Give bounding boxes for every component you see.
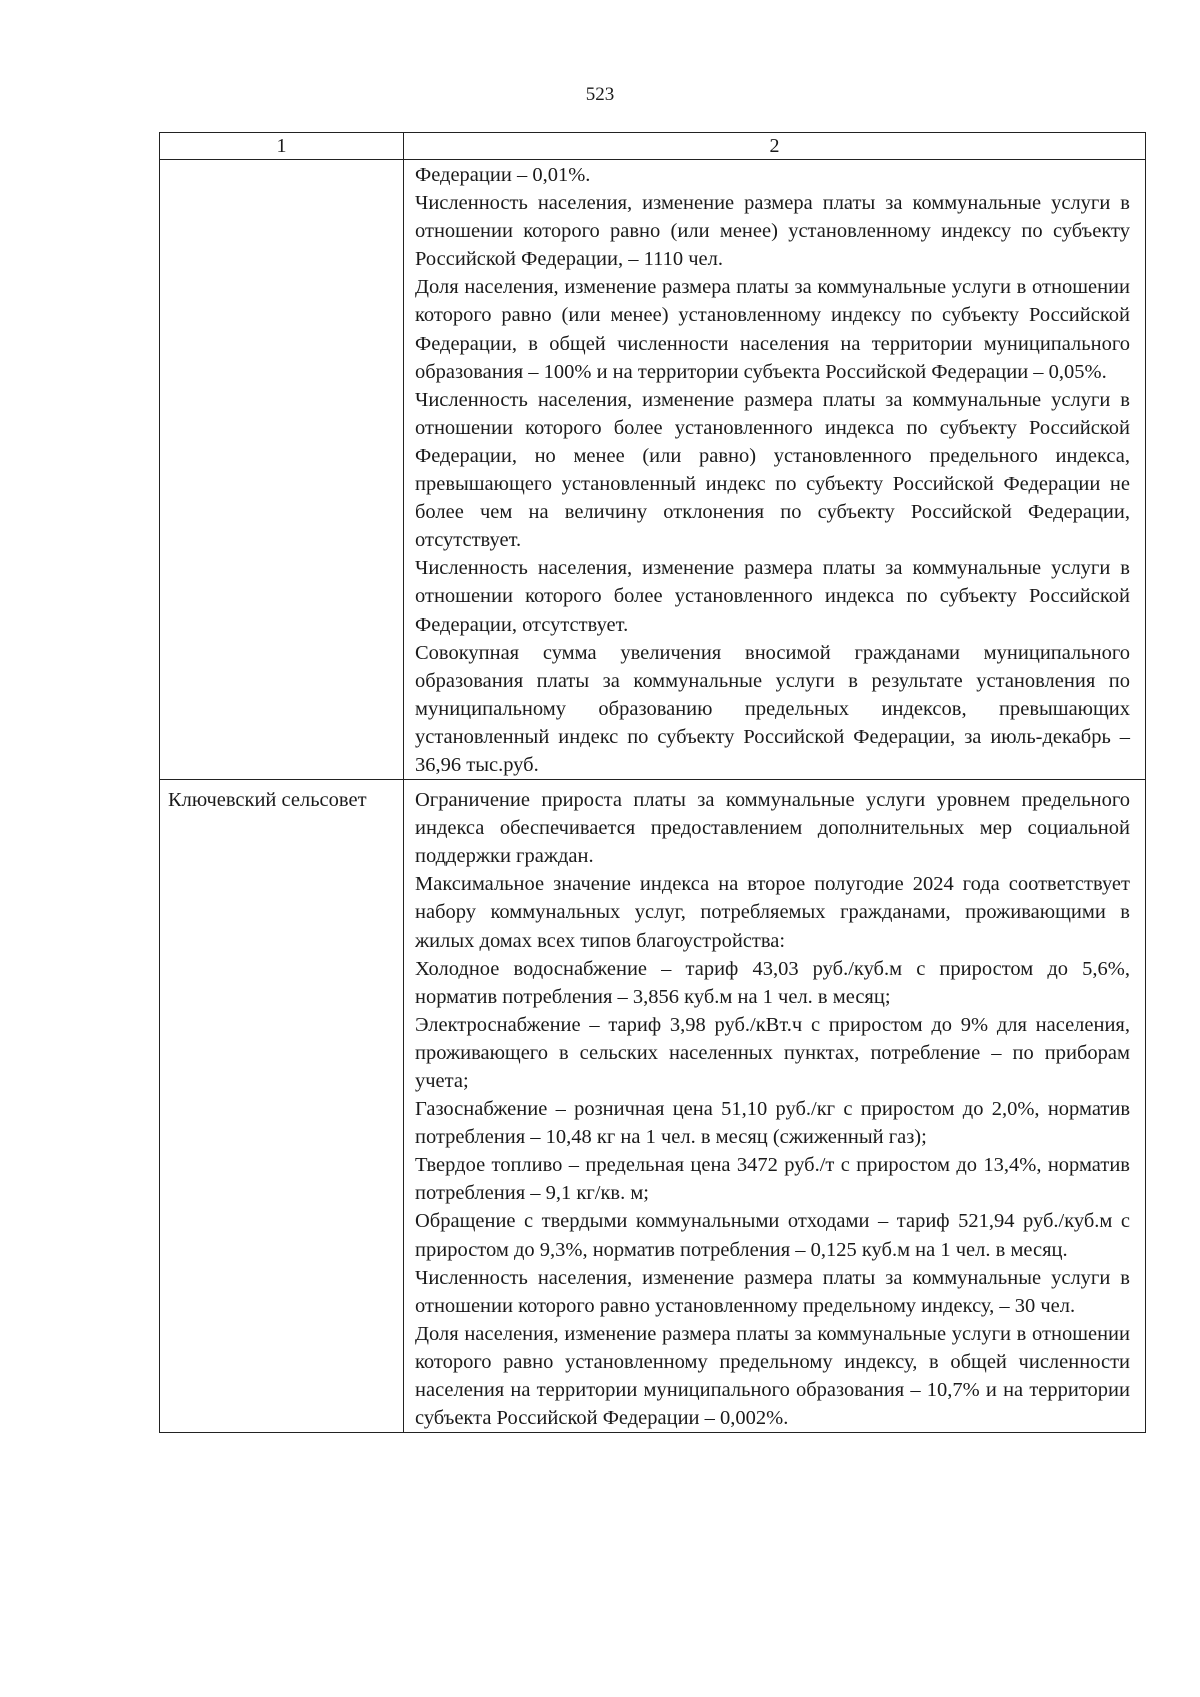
- paragraph: Численность населения, изменение размера платы за коммунальные услуги в отношении которого равно установленному предельному индексу, – 30 чел.: [415, 1266, 1130, 1317]
- table-row: [160, 780, 1146, 1433]
- paragraph: Численность населения, изменение размера платы за коммунальные услуги в отношении которого более установленного индекса по субъекту Российской Федерации, отсутствует.: [415, 557, 1130, 636]
- paragraph: Электроснабжение – тариф 3,98 руб./кВт.ч с приростом до 9% для населения, проживающего в сельских населенных пунктах, потребление – по приборам учета;: [415, 1013, 1130, 1092]
- municipality-name: Ключевский сельсовет: [160, 780, 404, 1433]
- paragraph: Газоснабжение – розничная цена 51,10 руб./кг с приростом до 2,0%, норматив потребления – 10,48 кг на 1 чел. в месяц (сжиженный газ);: [415, 1098, 1130, 1149]
- paragraph: Совокупная сумма увеличения вносимой гражданами муниципального образования платы за коммунальные услуги в результате установления по муниципальному образованию предельных индексов, превышающих установленный индекс по субъекту Российской Федерации, за июль-декабрь – 36,96 тыс.руб.: [415, 641, 1130, 776]
- table-header-row: [160, 133, 1146, 160]
- paragraph: Ограничение прироста платы за коммунальные услуги уровнем предельного индекса обеспечивается предоставлением дополнительных мер социальной поддержки граждан.: [415, 789, 1130, 868]
- paragraph: Максимальное значение индекса на второе полугодие 2024 года соответствует набору коммунальных услуг, потребляемых гражданами, проживающими в жилых домах всех типов благоустройства:: [415, 873, 1130, 952]
- column-header-1: 1: [160, 133, 404, 160]
- page-number: 523: [585, 84, 615, 105]
- paragraph: Численность населения, изменение размера платы за коммунальные услуги в отношении которого равно (или менее) установленному индексу по субъекту Российской Федерации, – 1110 чел.: [415, 192, 1130, 271]
- document-table: [159, 132, 1146, 1433]
- column-header-2: 2: [404, 133, 1146, 160]
- paragraph: Доля населения, изменение размера платы за коммунальные услуги в отношении которого равно (или менее) установленному индексу по субъекту Российской Федерации, в общей численности населения на территории муниципального образования – 100% и на территории субъекта Российской Федерации – 0,05%.: [415, 276, 1130, 383]
- paragraph: Доля населения, изменение размера платы за коммунальные услуги в отношении которого равно установленному предельному индексу, в общей численности населения на территории муниципального образования – 10,7% и на территории субъекта Российской Федерации – 0,002%.: [415, 1322, 1130, 1430]
- municipality-name: [160, 160, 404, 780]
- row-content: [404, 160, 1146, 780]
- row-content: [404, 780, 1146, 1433]
- paragraph: Холодное водоснабжение – тариф 43,03 руб./куб.м с приростом до 5,6%, норматив потребления – 3,856 куб.м на 1 чел. в месяц;: [415, 957, 1130, 1008]
- paragraph: Твердое топливо – предельная цена 3472 руб./т с приростом до 13,4%, норматив потребления – 9,1 кг/кв. м;: [415, 1154, 1130, 1205]
- table-row: [160, 160, 1146, 780]
- paragraph: Численность населения, изменение размера платы за коммунальные услуги в отношении которого более установленного индекса по субъекту Российской Федерации, но менее (или равно) установленного предельного индекса, превышающего установленный индекс по субъекту Российской Федерации не более чем на величину отклонения по субъекту Российской Федерации, отсутствует.: [415, 388, 1130, 552]
- paragraph: Федерации – 0,01%.: [415, 164, 591, 186]
- paragraph: Обращение с твердыми коммунальными отходами – тариф 521,94 руб./куб.м с приростом до 9,3%, норматив потребления – 0,125 куб.м на 1 чел. в месяц.: [415, 1210, 1130, 1261]
